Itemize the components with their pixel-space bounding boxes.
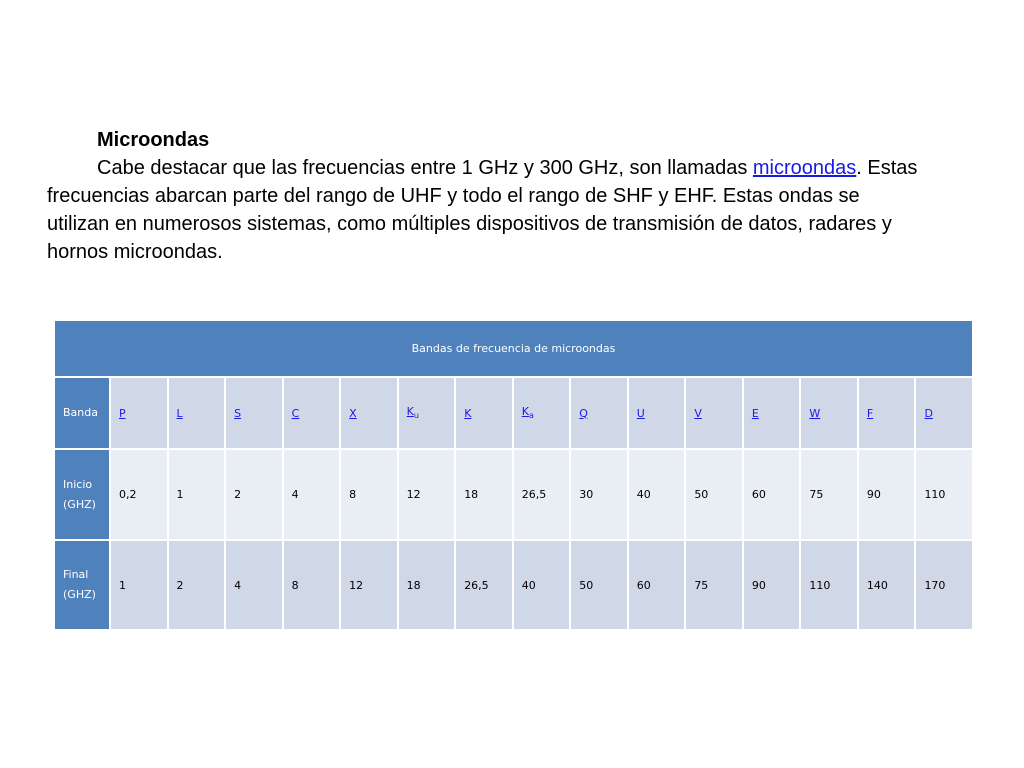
table-row-final [54, 540, 973, 630]
band-link[interactable] [234, 407, 241, 420]
band-link[interactable] [349, 407, 357, 420]
inicio-value: 2 [225, 449, 283, 540]
inicio-value: 75 [800, 449, 858, 540]
band-cell [283, 377, 341, 449]
inicio-value: 12 [398, 449, 456, 540]
band-link[interactable] [637, 407, 645, 420]
band-link[interactable] [464, 407, 471, 420]
inicio-value: 18 [455, 449, 513, 540]
table-title: Bandas de frecuencia de microondas [54, 320, 973, 377]
final-value: 4 [225, 540, 283, 630]
band-link[interactable] [579, 407, 588, 420]
final-value: 170 [915, 540, 973, 630]
band-name: L [176, 406, 183, 420]
band-name: K [464, 406, 472, 420]
band-cell [743, 377, 801, 449]
final-value: 1 [110, 540, 168, 630]
band-name: C [291, 406, 300, 420]
inicio-value: 110 [915, 449, 973, 540]
inicio-value: 40 [628, 449, 686, 540]
band-link[interactable] [694, 407, 702, 420]
content-text [47, 126, 927, 266]
final-value: 40 [513, 540, 571, 630]
final-value: 140 [858, 540, 916, 630]
band-name: P [119, 406, 126, 420]
band-name: K [521, 405, 529, 419]
band-name: D [924, 406, 933, 420]
final-value: 18 [398, 540, 456, 630]
band-name: F [866, 406, 874, 420]
band-link[interactable] [119, 407, 126, 420]
final-value: 12 [340, 540, 398, 630]
final-value: 8 [283, 540, 341, 630]
page-title: Microondas [97, 129, 210, 151]
band-link[interactable] [292, 407, 300, 420]
paragraph-text-before: Cabe destacar que las frecuencias entre 1 GHz y 300 GHz, son llamadas [97, 157, 753, 179]
band-cell [858, 377, 916, 449]
band-name: V [694, 406, 702, 420]
band-link[interactable] [406, 405, 419, 421]
inicio-value: 50 [685, 449, 743, 540]
band-subscript: a [528, 411, 534, 421]
inicio-value: 60 [743, 449, 801, 540]
band-name: W [809, 406, 821, 420]
table-row-banda [54, 377, 973, 449]
band-link[interactable] [809, 407, 820, 420]
final-value: 2 [168, 540, 226, 630]
band-link[interactable] [752, 407, 759, 420]
band-cell [225, 377, 283, 449]
inicio-value: 8 [340, 449, 398, 540]
body-paragraph [47, 154, 927, 266]
table-title-row [54, 320, 973, 377]
inicio-value: 26,5 [513, 449, 571, 540]
band-name: U [636, 406, 645, 420]
band-cell [570, 377, 628, 449]
row-header-banda: Banda [54, 377, 110, 449]
band-name: E [751, 406, 759, 420]
inicio-value: 90 [858, 449, 916, 540]
band-cell [513, 377, 571, 449]
inicio-value: 4 [283, 449, 341, 540]
band-link[interactable] [867, 407, 873, 420]
final-value: 26,5 [455, 540, 513, 630]
band-link[interactable] [521, 405, 534, 421]
band-cell [168, 377, 226, 449]
row-header-final: Final (GHZ) [54, 540, 110, 630]
final-value: 90 [743, 540, 801, 630]
inicio-value: 1 [168, 449, 226, 540]
band-name: X [349, 406, 357, 420]
band-cell [455, 377, 513, 449]
band-cell [398, 377, 456, 449]
band-cell [915, 377, 973, 449]
inicio-value: 30 [570, 449, 628, 540]
band-name: S [234, 406, 242, 420]
final-value: 50 [570, 540, 628, 630]
row-header-inicio: Inicio (GHZ) [54, 449, 110, 540]
final-value: 75 [685, 540, 743, 630]
band-cell [110, 377, 168, 449]
frequency-bands-table [53, 319, 974, 631]
paragraph-text-after: . Estas frecuencias abarcan parte del rango de UHF y todo el rango de SHF y EHF. Estas ondas se utilizan en numerosos sistemas, como múltiples dispositivos de transmisión de datos, radares y hornos microondas. [47, 157, 918, 263]
inicio-value: 0,2 [110, 449, 168, 540]
band-cell [800, 377, 858, 449]
band-name: Q [579, 406, 588, 420]
table-row-inicio [54, 449, 973, 540]
band-link[interactable] [177, 407, 183, 420]
band-cell [340, 377, 398, 449]
band-cell [685, 377, 743, 449]
final-value: 110 [800, 540, 858, 630]
band-name: K [406, 405, 414, 419]
band-link[interactable] [924, 407, 932, 420]
microondas-link[interactable]: microondas [752, 157, 857, 179]
band-subscript: u [413, 411, 419, 421]
final-value: 60 [628, 540, 686, 630]
band-cell [628, 377, 686, 449]
